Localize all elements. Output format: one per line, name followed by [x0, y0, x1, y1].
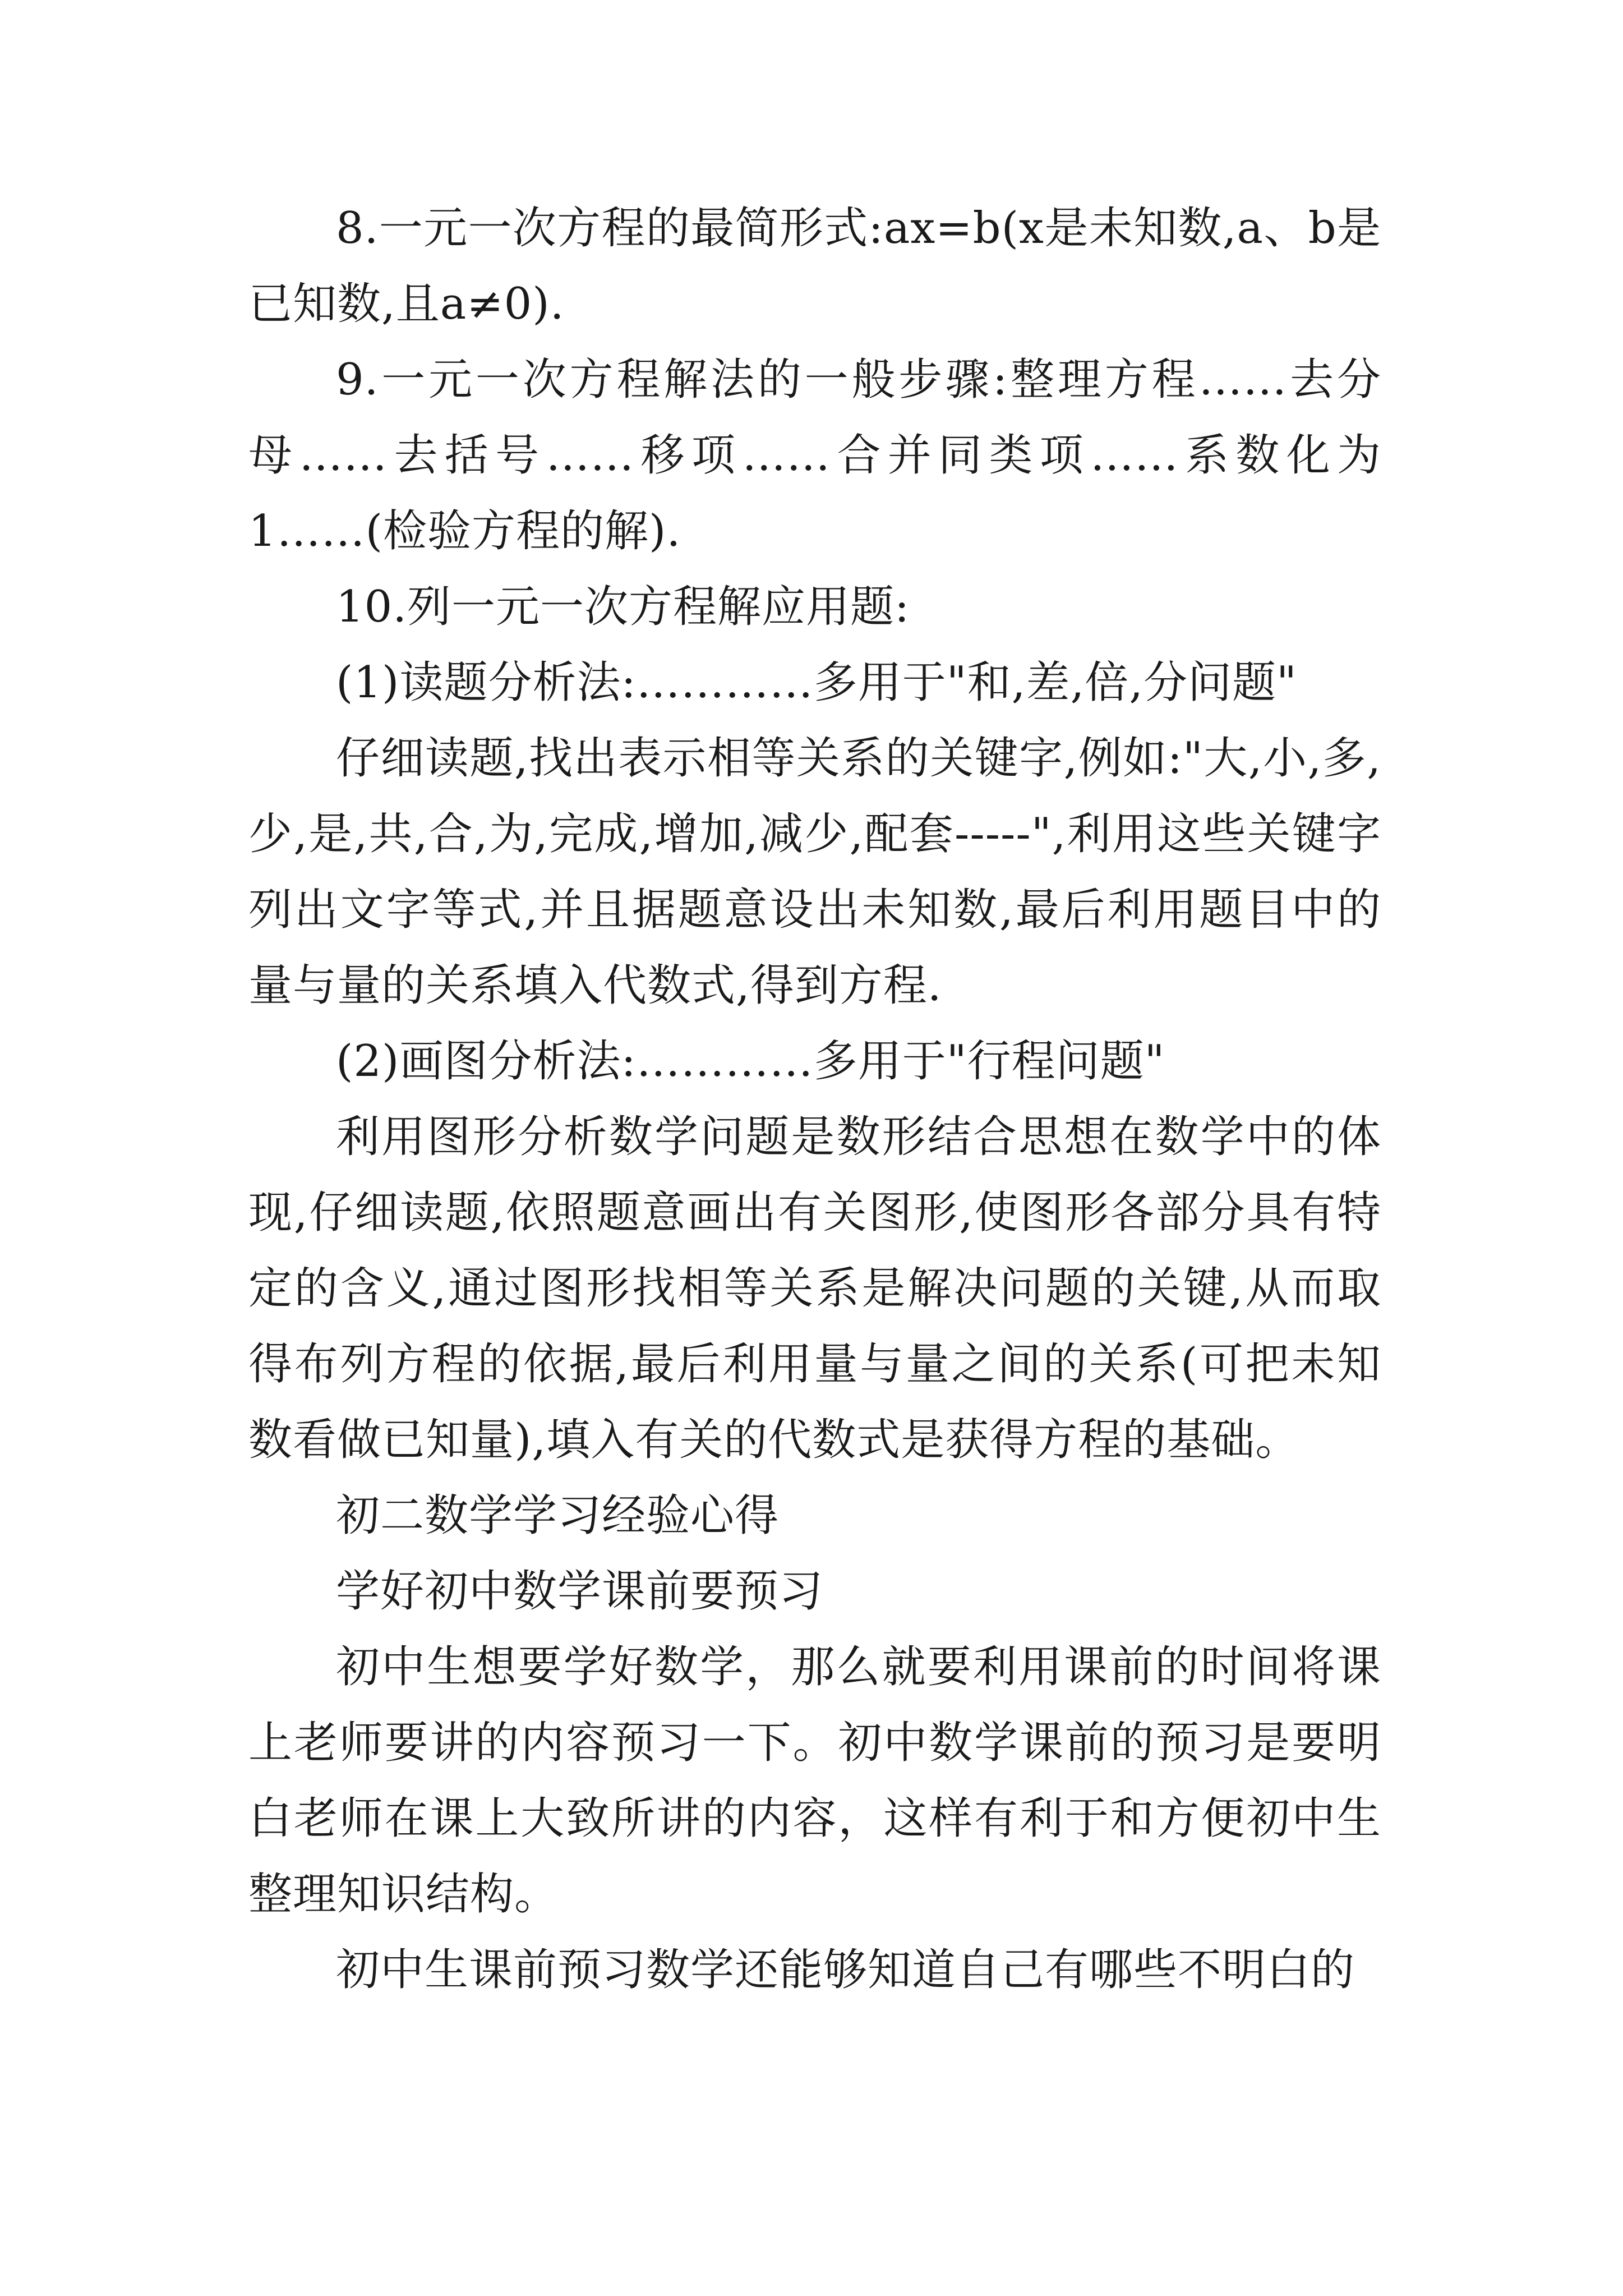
paragraph-drawing-analysis-method: (2)画图分析法:…………多用于"行程问题"	[336, 1036, 1165, 1087]
paragraph-preview-importance: 初中生想要学好数学，那么就要利用课前的时间将课上老师要讲的内容预习一下。初中数学课前的预习是要明白老师在课上大致所讲的内容，这样有利于和方便初中生整理知识结构。	[248, 1642, 1381, 1920]
document-body	[248, 191, 1381, 2008]
section-title-study-experience: 初二数学学习经验心得	[336, 1490, 780, 1541]
paragraph-reading-analysis-method: (1)读题分析法:…………多用于"和,差,倍,分问题"	[336, 657, 1297, 708]
paragraph-solving-steps: 9.一元一次方程解法的一般步骤:整理方程……去分母……去括号……移项……合并同类项……系数化为1……(检验方程的解).	[248, 355, 1381, 556]
paragraph-word-problems-heading: 10.列一元一次方程解应用题:	[336, 582, 910, 632]
paragraph-reading-analysis-detail: 仔细读题,找出表示相等关系的关键字,例如:"大,小,多,少,是,共,合,为,完成,增加,减少,配套-----",利用这些关键字列出文字等式,并且据题意设出未知数,最后利用题目中的量与量的关系填入代数式,得到方程.	[248, 733, 1381, 1011]
paragraph-equation-simplest-form: 8.一元一次方程的最简形式:ax=b(x是未知数,a、b是已知数,且a≠0).	[248, 203, 1381, 329]
section-subtitle-preview: 学好初中数学课前要预习	[336, 1566, 824, 1617]
paragraph-drawing-analysis-detail: 利用图形分析数学问题是数形结合思想在数学中的体现,仔细读题,依照题意画出有关图形,使图形各部分具有特定的含义,通过图形找相等关系是解决问题的关键,从而取得布列方程的依据,最后利用量与量之间的关系(可把未知数看做已知量),填入有关的代数式是获得方程的基础。	[248, 1112, 1381, 1465]
paragraph-preview-benefit: 初中生课前预习数学还能够知道自己有哪些不明白的	[336, 1945, 1355, 1995]
